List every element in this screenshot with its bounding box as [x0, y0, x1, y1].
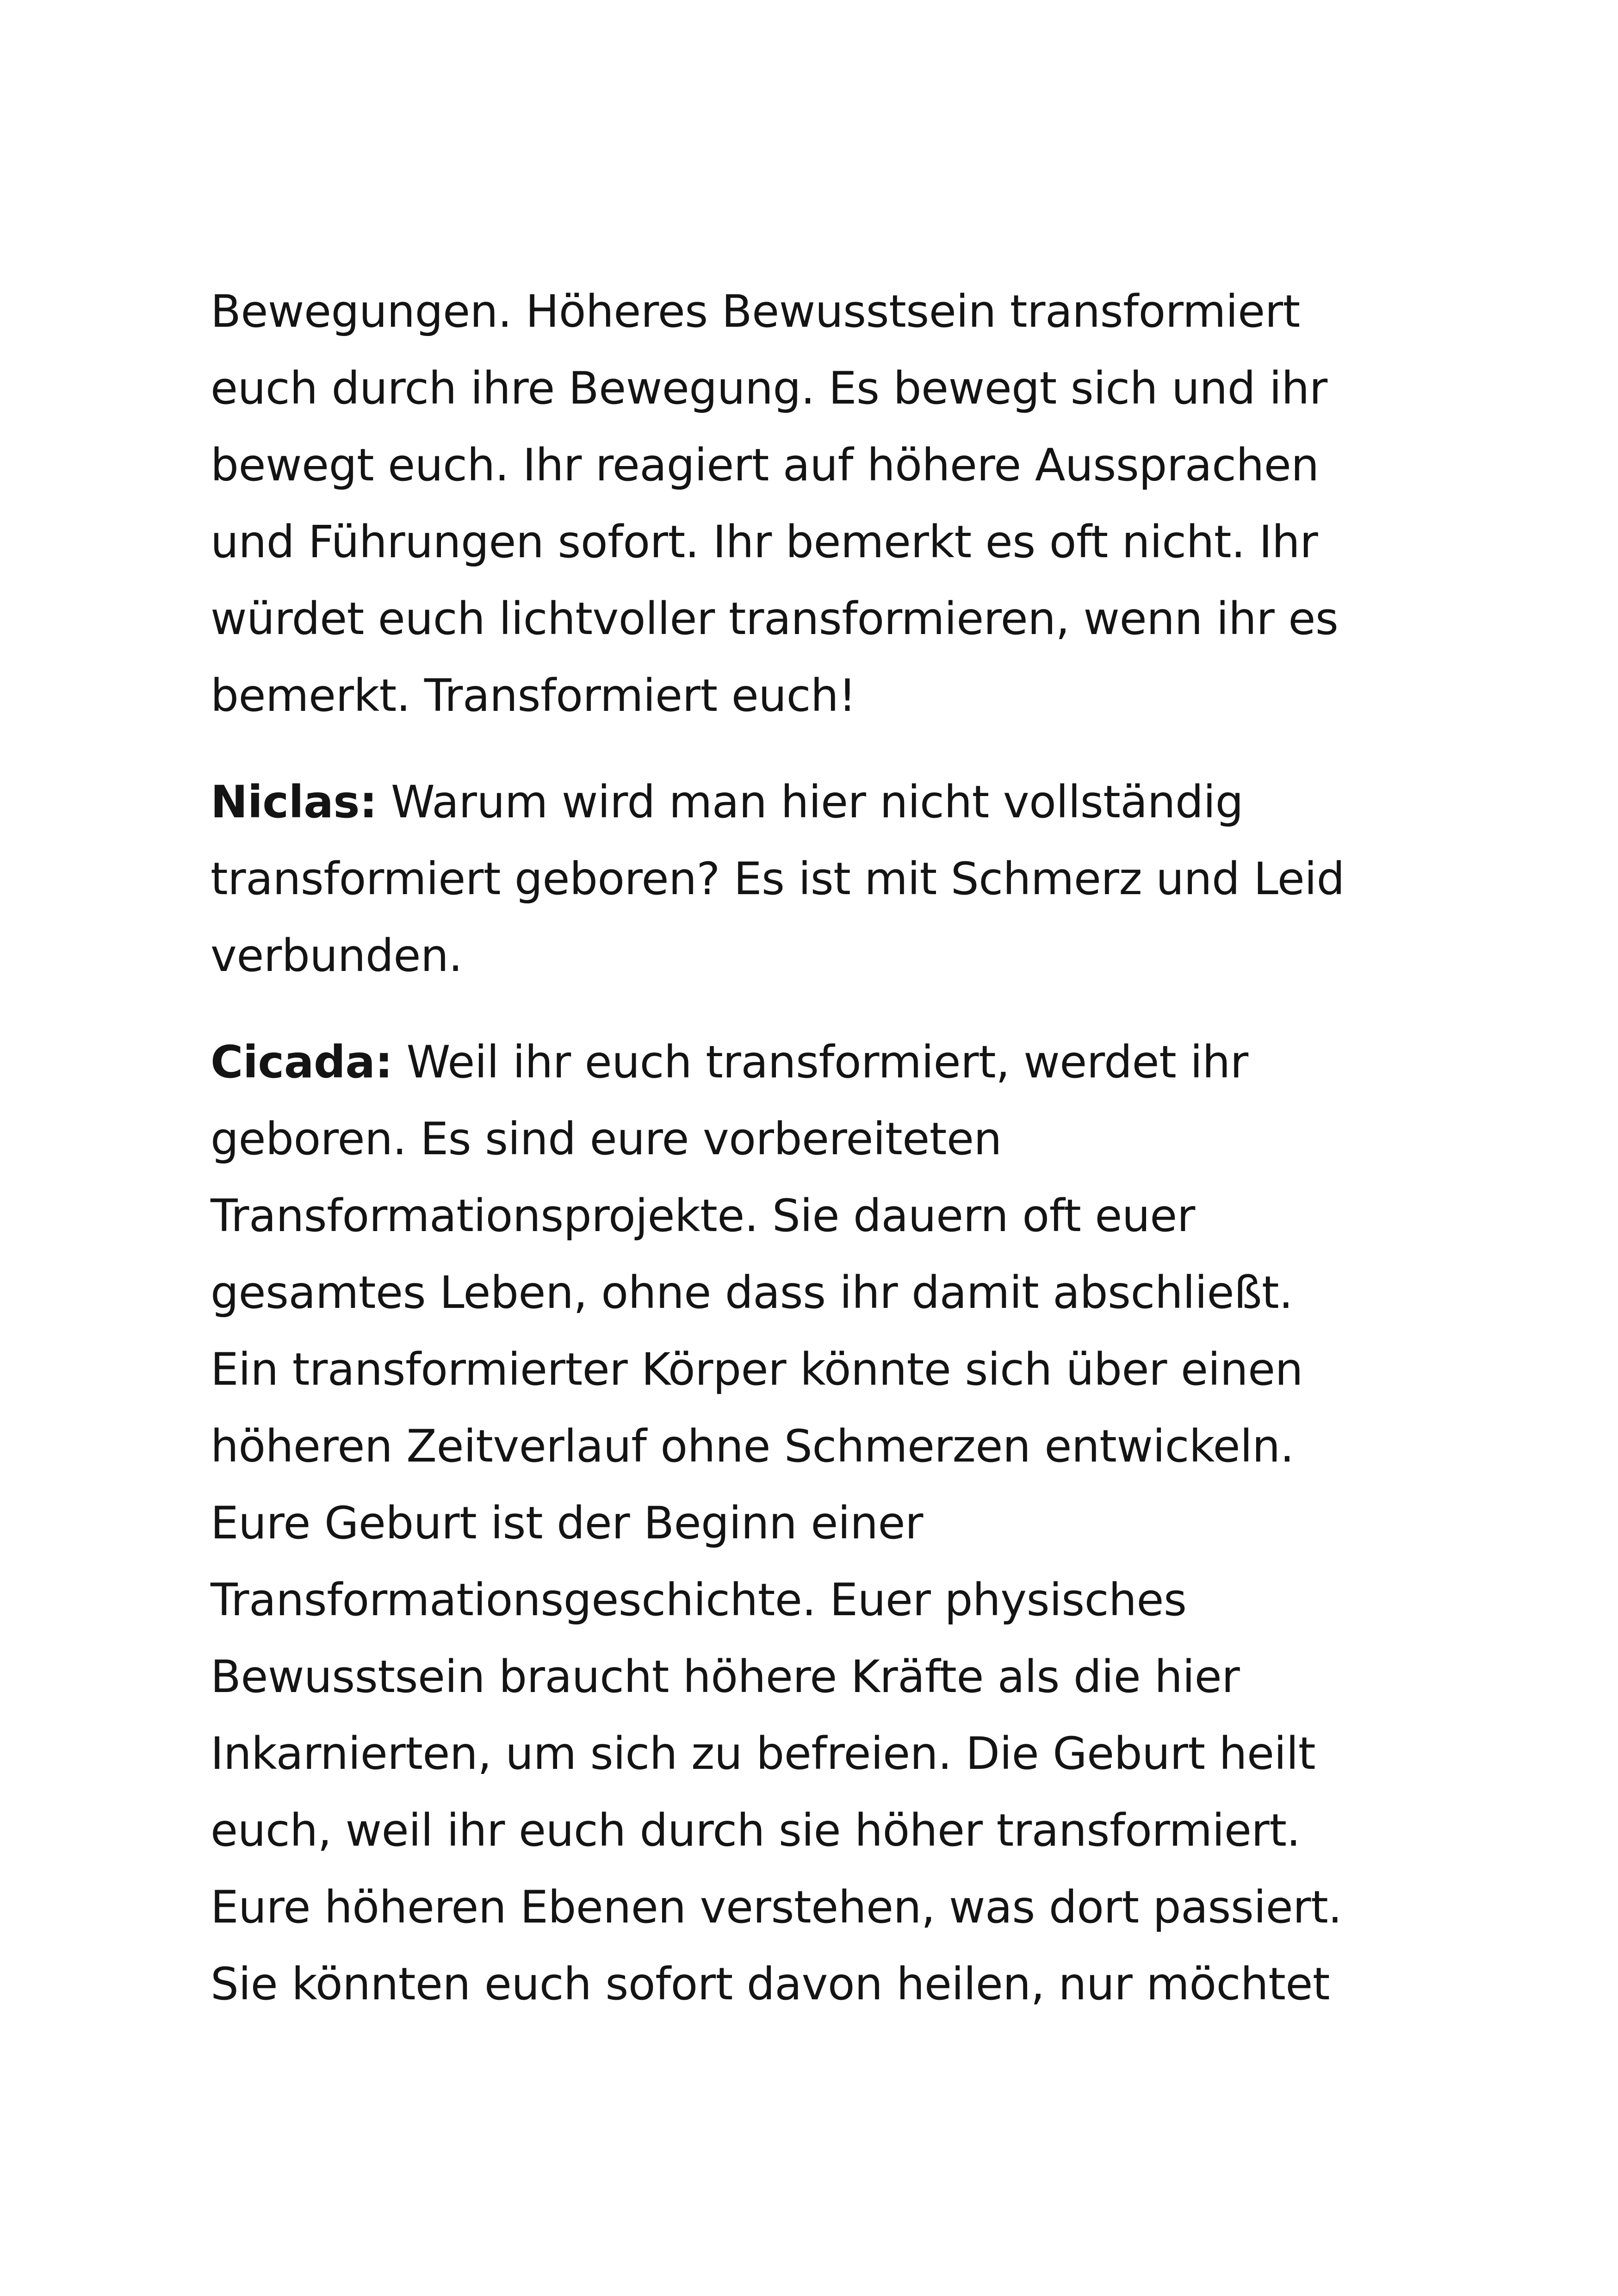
- text-line: [211, 1024, 1423, 1101]
- text-line: transformiert geboren? Es ist mit Schmerz und Leid: [211, 853, 1345, 905]
- text-line: Eure Geburt ist der Beginn einer: [211, 1497, 923, 1549]
- text-line: Eure höheren Ebenen verstehen, was dort passiert.: [211, 1881, 1342, 1933]
- text-line: euch durch ihre Bewegung. Es bewegt sich und ihr: [211, 362, 1327, 414]
- speaker-label-niclas: Niclas:: [211, 776, 377, 828]
- text-line: Inkarnierten, um sich zu befreien. Die Geburt heilt: [211, 1728, 1315, 1780]
- text-line: Ein transformierter Körper könnte sich über einen: [211, 1344, 1303, 1395]
- text-line: würdet euch lichtvoller transformieren, wenn ihr es: [211, 593, 1339, 645]
- text-line: [211, 764, 1423, 840]
- speaker-label-cicada: Cicada:: [211, 1036, 393, 1088]
- text-line: Bewegungen. Höheres Bewusstsein transformiert: [211, 286, 1300, 337]
- body-text: [211, 273, 1423, 2022]
- text-line: Transformationsprojekte. Sie dauern oft euer: [211, 1190, 1195, 1242]
- text-line: geboren. Es sind eure vorbereiteten: [211, 1113, 1002, 1165]
- text-line: und Führungen sofort. Ihr bemerkt es oft nicht. Ihr: [211, 516, 1318, 568]
- text-line: euch, weil ihr euch durch sie höher transformiert.: [211, 1804, 1301, 1856]
- paragraph-spacer: [211, 734, 1423, 764]
- line-text: Warum wird man hier nicht vollständig: [377, 776, 1244, 828]
- text-line: Sie könnten euch sofort davon heilen, nur möchtet: [211, 1958, 1330, 2010]
- text-line: bewegt euch. Ihr reagiert auf höhere Aussprachen: [211, 439, 1319, 491]
- text-line: Bewusstsein braucht höhere Kräfte als die hier: [211, 1651, 1240, 1703]
- paragraph-spacer: [211, 994, 1423, 1024]
- paragraph-3: [211, 1024, 1423, 2022]
- line-text: Weil ihr euch transformiert, werdet ihr: [392, 1036, 1248, 1088]
- paragraph-2: [211, 764, 1423, 994]
- text-line: bemerkt. Transformiert euch!: [211, 670, 856, 722]
- text-line: gesamtes Leben, ohne dass ihr damit abschließt.: [211, 1267, 1293, 1319]
- text-line: verbunden.: [211, 930, 463, 982]
- text-line: Transformationsgeschichte. Euer physisches: [211, 1574, 1187, 1626]
- paragraph-1: [211, 273, 1423, 734]
- text-line: höheren Zeitverlauf ohne Schmerzen entwickeln.: [211, 1420, 1294, 1472]
